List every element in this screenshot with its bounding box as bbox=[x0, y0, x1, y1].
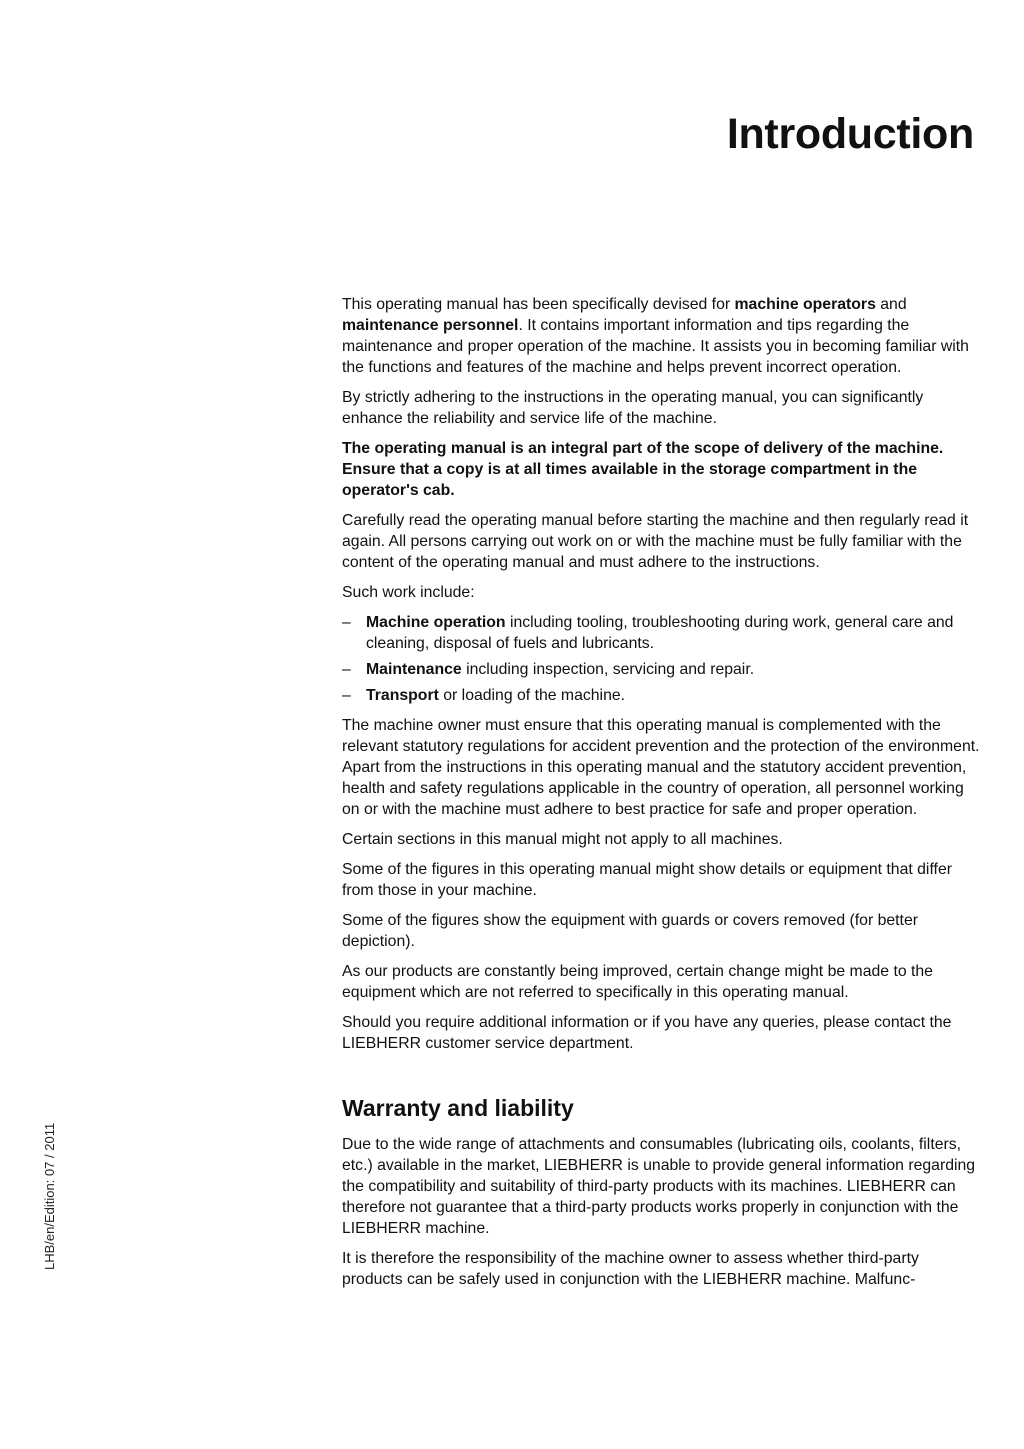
intro-paragraph-4: Carefully read the operating manual before starting the machine and then regularly read it again. All persons carrying out work on or with the machine must be fully familiar with the content of the operating manual and must adhere to the instructions. bbox=[342, 512, 969, 571]
list-item-text: or loading of the machine. bbox=[438, 687, 626, 704]
warranty-paragraph-1: Due to the wide range of attachments and consumables (lubricating oils, coolants, filters, etc.) available in the market, LIEBHERR is unable to provide general information regarding the compatibility and suitability of third-party products with its machines. LIEBHERR can therefore not guarantee that a third-party products works properly in conjunction with the LIEBHERR machine. bbox=[342, 1136, 976, 1237]
edition-note: LHB/en/Edition: 07 / 2011 bbox=[42, 1122, 57, 1270]
warranty-paragraph-2: It is therefore the responsibility of the machine owner to assess whether third-party products can be safely used in conjunction with the LIEBHERR machine. Malfunc- bbox=[342, 1250, 919, 1288]
bold-term-maintenance-personnel: maintenance personnel bbox=[342, 317, 519, 334]
intro-paragraph-11: Should you require additional information or if you have any queries, please contact the LIEBHERR customer service department. bbox=[342, 1014, 952, 1052]
intro-paragraph-5: Such work include: bbox=[342, 584, 475, 601]
dash-marker: – bbox=[342, 687, 351, 704]
list-item bbox=[342, 659, 982, 680]
intro-paragraph-3-emphasis: The operating manual is an integral part of the scope of delivery of the machine. Ensure that a copy is at all times available in the storage compartment in the operator's cab. bbox=[342, 440, 944, 499]
intro-paragraph-7: Certain sections in this manual might not apply to all machines. bbox=[342, 831, 783, 848]
list-item-term: Maintenance bbox=[366, 661, 462, 678]
intro-paragraph-8: Some of the figures in this operating manual might show details or equipment that differ from those in your machine. bbox=[342, 861, 952, 899]
page-title: Introduction bbox=[726, 110, 974, 158]
section-heading-warranty: Warranty and liability bbox=[342, 1095, 574, 1121]
intro-paragraph-9: Some of the figures show the equipment with guards or covers removed (for better depiction). bbox=[342, 912, 918, 950]
work-types-list bbox=[342, 612, 982, 706]
list-item-term: Machine operation bbox=[366, 614, 506, 631]
intro-paragraph-1: This operating manual has been specifically devised for machine operators and maintenance personnel. It contains important information and tips regarding the maintenance and proper operation of the machine. It assists you in becoming familiar with the functions and features of the machine and helps prevent incorrect operation. bbox=[342, 296, 969, 376]
list-item bbox=[342, 612, 982, 654]
intro-paragraph-6: The machine owner must ensure that this operating manual is complemented with the relevant statutory regulations for accident prevention and the protection of the environment. Apart from the instructions in this operating manual and the statutory accident prevention, health and safety regulations applicable in the country of operation, all personnel working on or with the machine must adhere to best practice for safe and proper operation. bbox=[342, 717, 980, 818]
list-item-text: including tooling, troubleshooting during work, general care and cleaning, disposal of fuels and lubricants. bbox=[366, 614, 954, 652]
dash-marker: – bbox=[342, 661, 351, 678]
list-item bbox=[342, 685, 982, 706]
bold-term-machine-operators: machine operators bbox=[734, 296, 876, 313]
intro-paragraph-2: By strictly adhering to the instructions in the operating manual, you can significantly enhance the reliability and service life of the machine. bbox=[342, 389, 924, 427]
list-item-term: Transport bbox=[366, 687, 439, 704]
intro-paragraph-10: As our products are constantly being improved, certain change might be made to the equipment which are not referred to specifically in this operating manual. bbox=[342, 963, 933, 1001]
dash-marker: – bbox=[342, 614, 351, 631]
list-item-text: including inspection, servicing and repair. bbox=[461, 661, 755, 678]
main-content bbox=[342, 294, 982, 1299]
